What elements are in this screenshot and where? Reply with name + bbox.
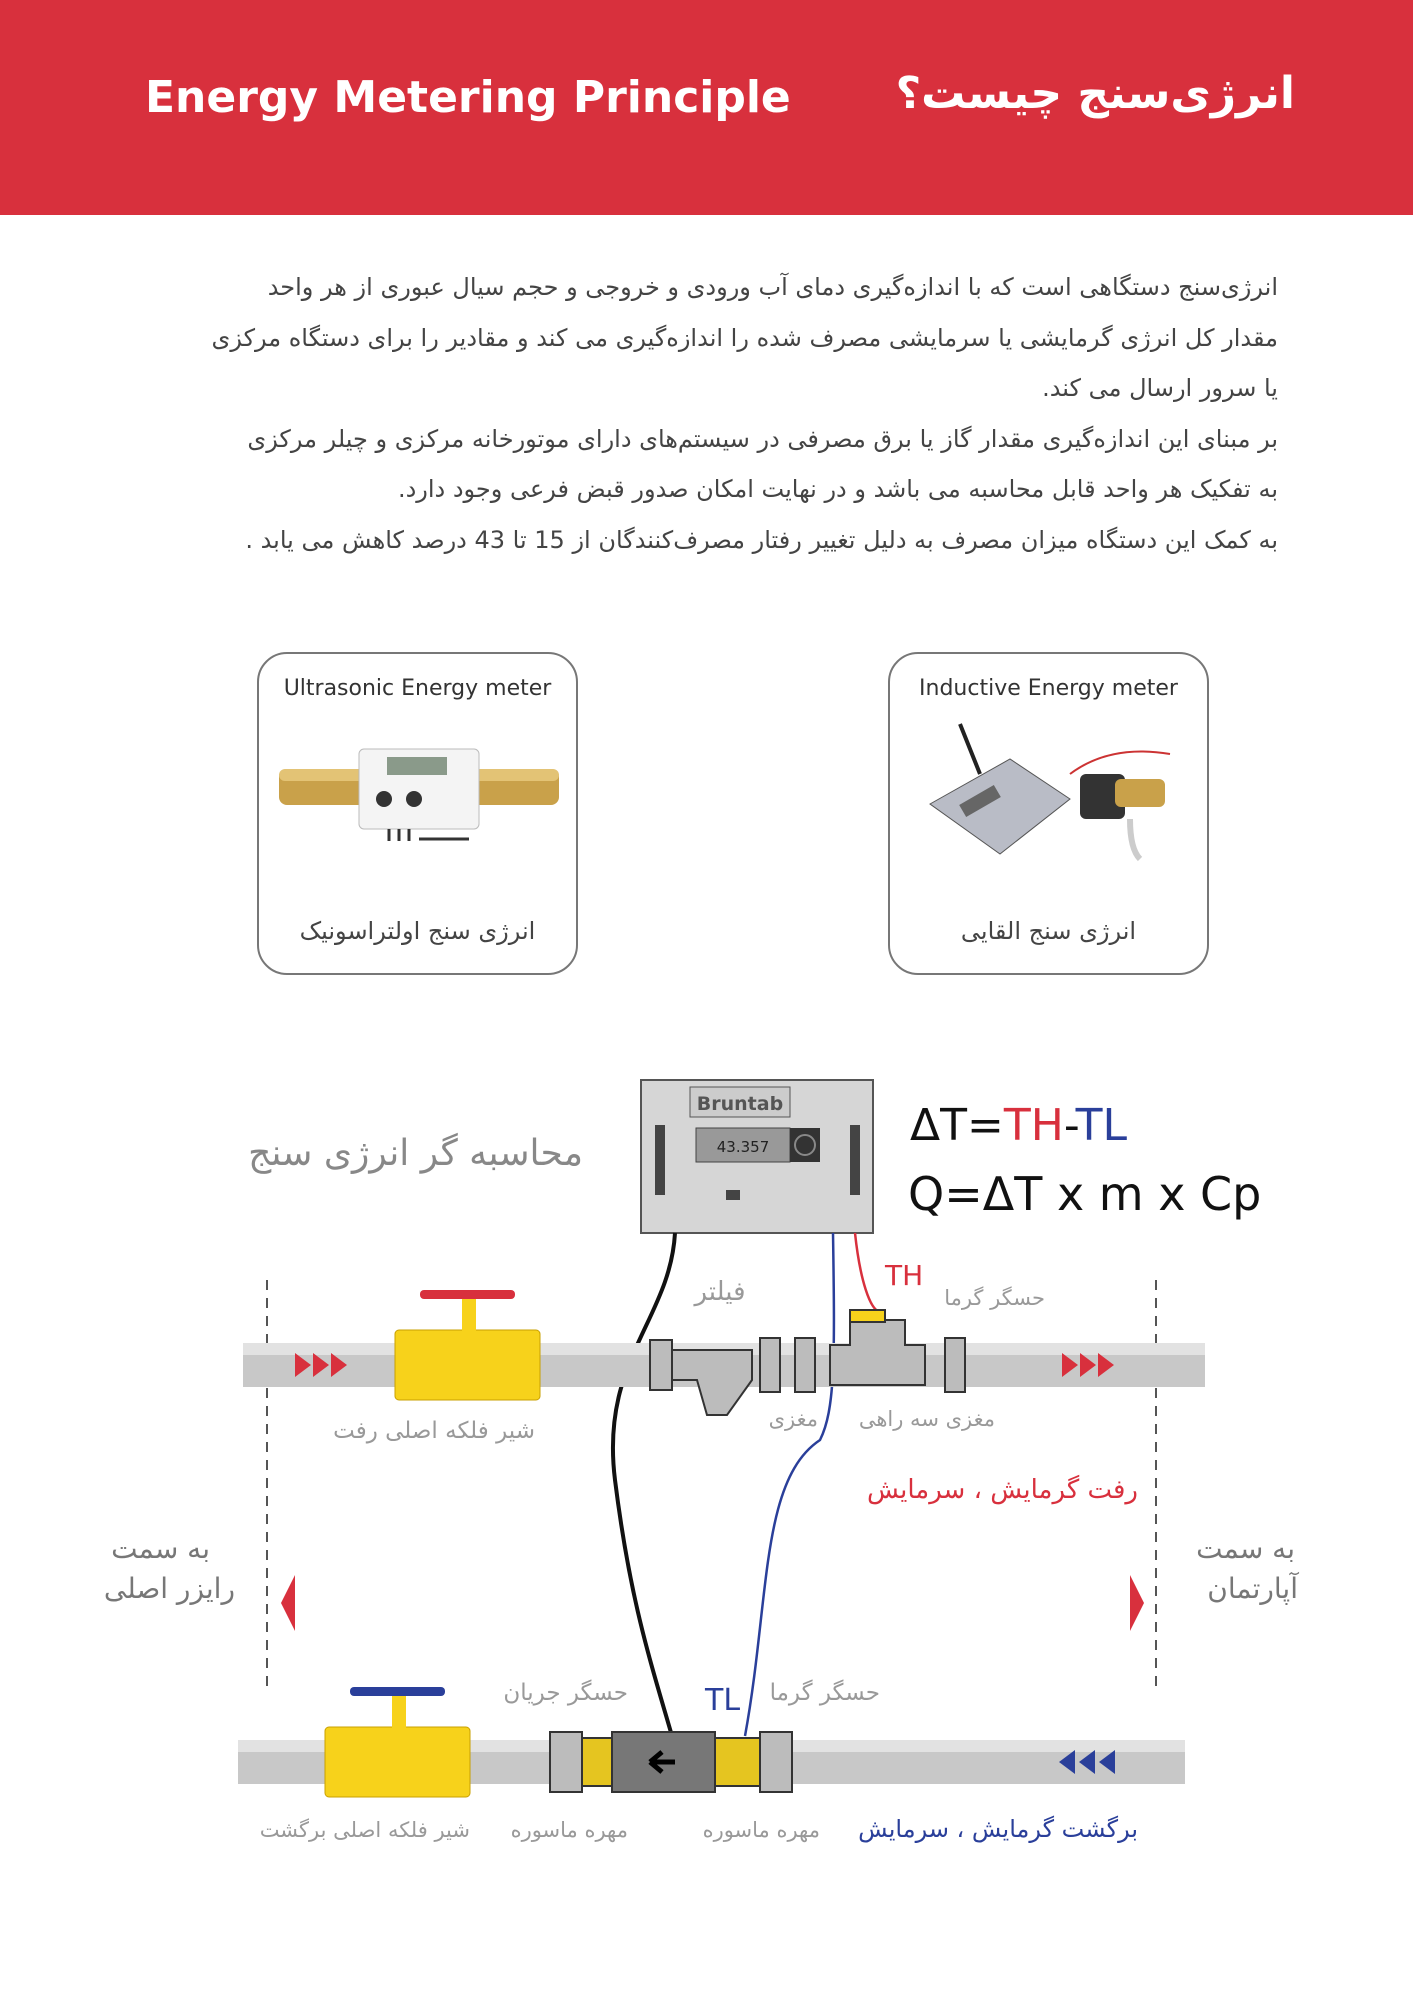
flow-sensor-label: حسگر جریان	[503, 1680, 628, 1706]
card-caption: انرژی سنج اولتراسونیک	[299, 917, 536, 945]
flow-sensor-assembly	[550, 1732, 792, 1792]
supply-valve	[395, 1290, 540, 1400]
strainer-fitting	[650, 1310, 965, 1415]
to-riser-label-2: رایزر اصلی	[103, 1572, 235, 1605]
main-valve-return-label: شیر فلکه اصلی برگشت	[259, 1818, 470, 1842]
strainer-label: مغزی	[768, 1407, 818, 1431]
calculator-label: محاسبه گر انرژی سنج	[248, 1133, 583, 1174]
flow-sensor-wire	[613, 1233, 675, 1736]
title-en: Energy Metering Principle	[145, 72, 791, 123]
intro-line: به کمک این دستگاه میزان مصرف به دلیل تغییر رفتار مصرف‌کنندگان از 15 تا 43 درصد کاهش می یابد .	[245, 525, 1278, 554]
filter-label: فیلتر	[694, 1277, 746, 1307]
energy-meter-diagram	[0, 1060, 1413, 1860]
tl-label: TL	[705, 1683, 741, 1718]
to-apartment-label-1: به سمت	[1196, 1532, 1295, 1565]
to-apartment-label-2: آپارتمان	[1207, 1572, 1298, 1605]
card-title: Ultrasonic Energy meter	[283, 676, 552, 701]
union-nut-label: مهره ماسوره	[702, 1818, 820, 1842]
supply-label: رفت گرمایش ، سرمایش	[866, 1475, 1138, 1505]
th-sensor-wire	[855, 1233, 880, 1312]
tl-sensor-wire	[745, 1233, 834, 1736]
ultrasonic-meter-image	[279, 739, 559, 849]
card-title: Inductive Energy meter	[919, 676, 1178, 701]
header-banner	[0, 0, 1413, 215]
intro-line: به تفکیک هر واحد قابل محاسبه می باشد و در نهایت امکان صدور قبض فرعی وجود دارد.	[397, 475, 1278, 503]
card-caption: انرژی سنج القایی	[960, 917, 1137, 945]
display-value: 43.357	[716, 1138, 770, 1156]
inductive-meter-image	[920, 714, 1190, 864]
formula-delta-t: ΔT=TH-TL	[910, 1100, 1128, 1151]
inductive-card	[888, 652, 1209, 975]
intro-line: یا سرور ارسال می کند.	[1042, 374, 1278, 402]
formula-q: Q=ΔT x m x Cp	[908, 1167, 1262, 1221]
left-direction-arrow	[281, 1575, 295, 1631]
ultrasonic-card	[257, 652, 578, 975]
union-nut-label: مهره ماسوره	[510, 1818, 628, 1842]
calculator-device	[641, 1080, 873, 1233]
to-riser-label-1: به سمت	[111, 1532, 210, 1565]
brand-label: Bruntab	[696, 1093, 784, 1115]
th-label: TH	[885, 1259, 924, 1292]
return-label: برگشت گرمایش ، سرمایش	[858, 1815, 1138, 1843]
return-valve	[325, 1687, 470, 1797]
intro-line: انرژی‌سنج دستگاهی است که با اندازه‌گیری دمای آب ورودی و خروجی و حجم سیال عبوری از هر واحد	[267, 273, 1278, 301]
intro-paragraph	[108, 262, 1278, 565]
heat-sensor-label: حسگر گرما	[944, 1286, 1045, 1310]
three-way-label: مغزی سه راهی	[858, 1407, 995, 1431]
heat-sensor-label-return: حسگر گرما	[769, 1680, 880, 1706]
intro-line: مقدار کل انرژی گرمایشی یا سرمایشی مصرف شده را اندازه‌گیری می کند و مقادیر را برای دستگاه مرکزی	[211, 323, 1278, 352]
main-valve-supply-label: شیر فلکه اصلی رفت	[333, 1418, 535, 1444]
right-direction-arrow	[1130, 1575, 1144, 1631]
title-fa: انرژی‌سنج چیست؟	[895, 68, 1295, 119]
intro-line: بر مبنای این اندازه‌گیری مقدار گاز یا برق مصرفی در سیستم‌های دارای موتورخانه مرکزی و چیلر مرکزی	[247, 424, 1278, 453]
